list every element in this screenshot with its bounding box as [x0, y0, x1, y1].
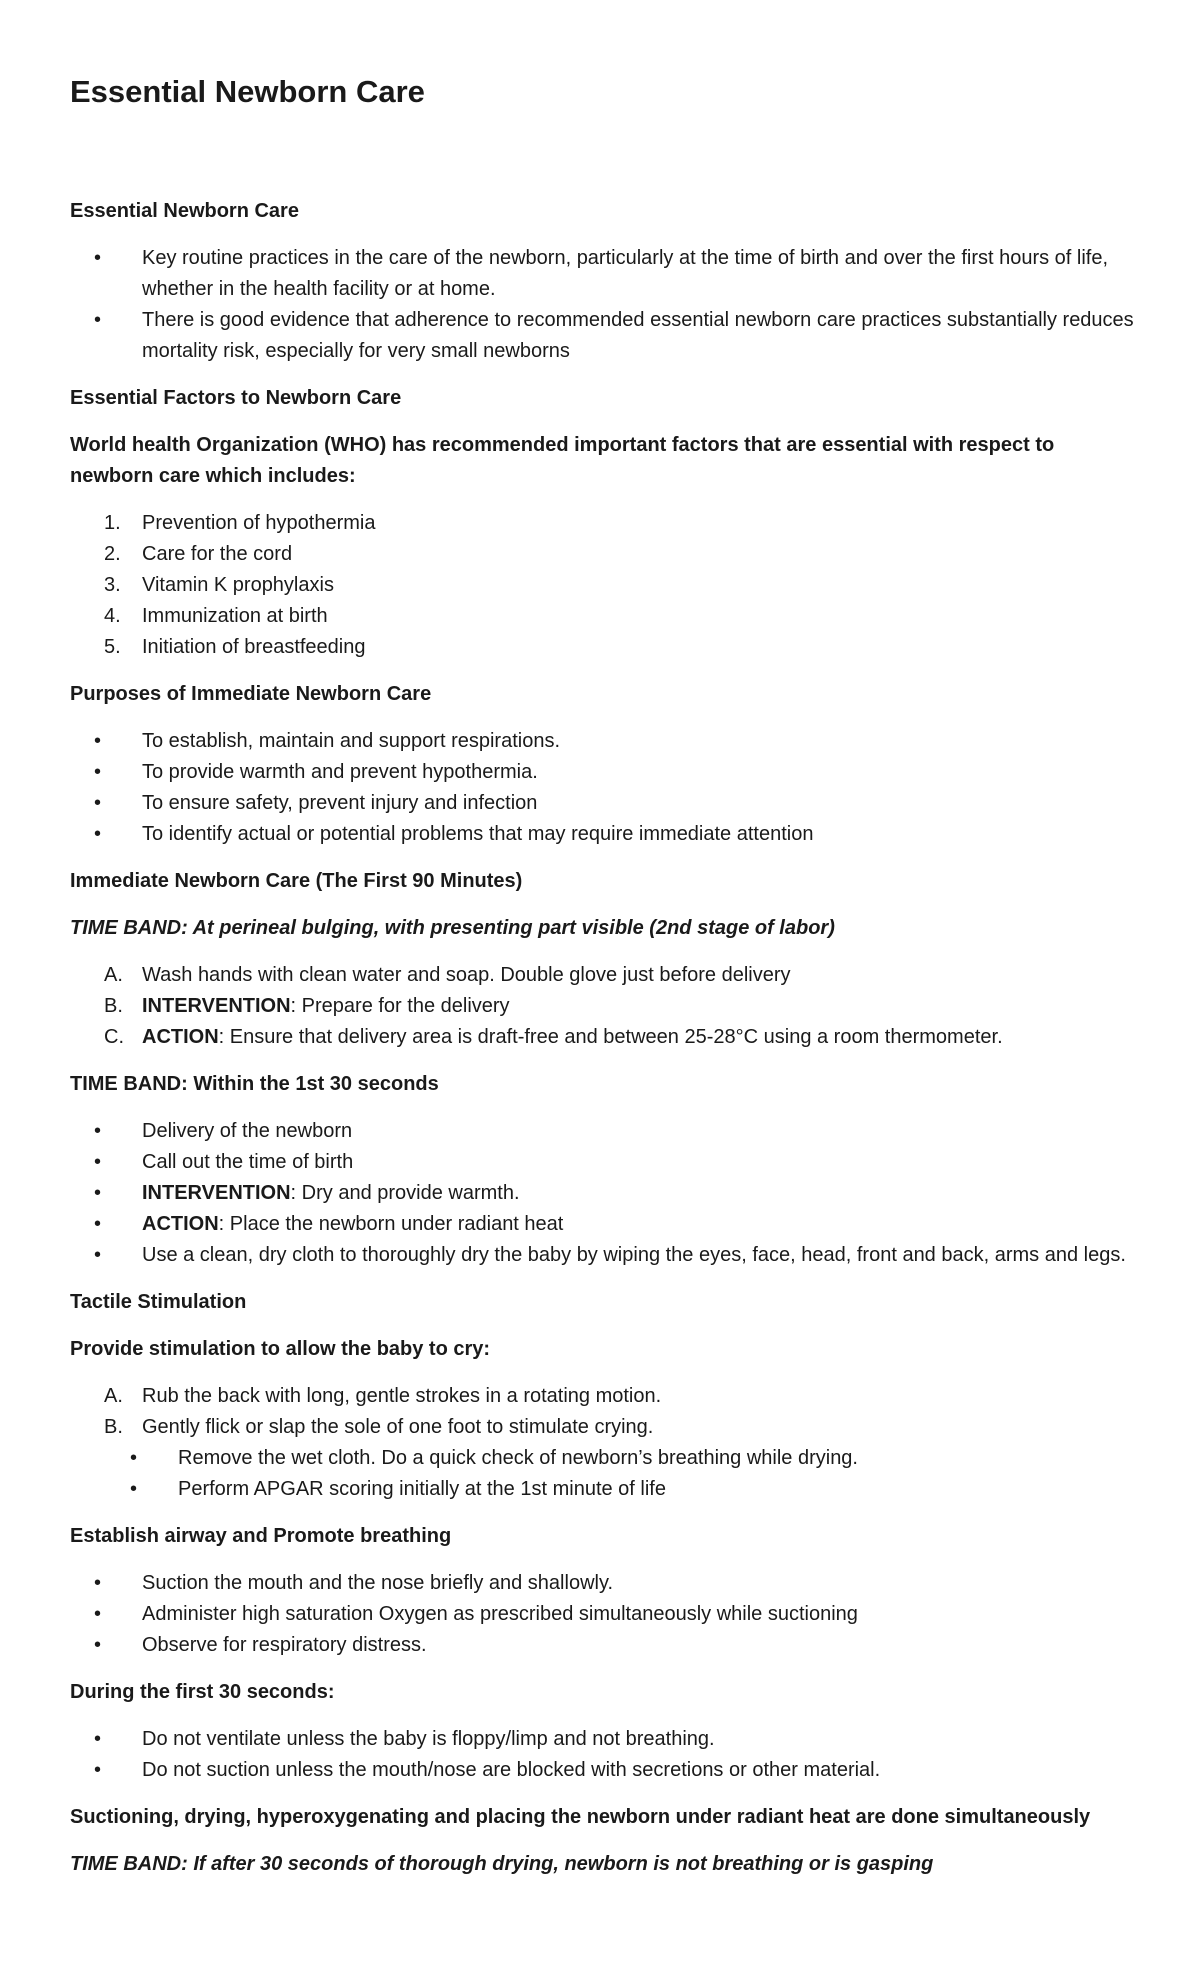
list-item: • To establish, maintain and support respirations. [70, 726, 1140, 757]
list-item [70, 1240, 1140, 1271]
list-item [70, 508, 1140, 539]
list-item [70, 1178, 1140, 1209]
section-intro: World health Organization (WHO) has recommended important factors that are essential with respect to newborn care which includes: [70, 434, 1055, 487]
list-marker: A. [104, 1385, 123, 1407]
list-item-text: Immunization at birth [142, 605, 328, 627]
list-item: • Remove the wet cloth. Do a quick check of newborn’s breathing while drying. [70, 1443, 1140, 1474]
list-item: • There is good evidence that adherence to recommended essential newborn care practices substantially reduces mortality risk, especially for very small newborns [70, 305, 1140, 367]
list-item: • To identify actual or potential problems that may require immediate attention [70, 819, 1140, 850]
section-heading: TIME BAND: Within the 1st 30 seconds [70, 1073, 439, 1095]
list-item [70, 991, 1140, 1022]
bullet-list [70, 1568, 1140, 1661]
list-item-text: : Place the newborn under radiant heat [218, 1213, 564, 1235]
lettered-list [70, 960, 1140, 1053]
simultaneous-note: Suctioning, drying, hyperoxygenating and placing the newborn under radiant heat are done simultaneously [70, 1806, 1091, 1828]
list-item-text: Delivery of the newborn [142, 1120, 353, 1142]
list-item-text: Gently flick or slap the sole of one foot to stimulate crying. [142, 1416, 654, 1438]
lettered-list [70, 1381, 1140, 1505]
bullet-list [70, 726, 1140, 850]
list-marker: B. [104, 1416, 123, 1438]
list-item: • Key routine practices in the care of the newborn, particularly at the time of birth and over the first hours of life, whether in the health facility or at home. [70, 243, 1140, 305]
list-item-text: : Dry and provide warmth. [290, 1182, 520, 1204]
list-item: • To ensure safety, prevent injury and infection [70, 788, 1140, 819]
sub-bullet-list [70, 1443, 1140, 1505]
item-label: INTERVENTION [142, 995, 291, 1017]
list-item-text: Prevention of hypothermia [142, 512, 376, 534]
list-item [70, 570, 1140, 601]
section-heading: Purposes of Immediate Newborn Care [70, 683, 432, 705]
list-item: • Do not suction unless the mouth/nose are blocked with secretions or other material. [70, 1755, 1140, 1786]
bullet-list [70, 1116, 1140, 1271]
list-item: • Perform APGAR scoring initially at the 1st minute of life [70, 1474, 1140, 1505]
list-item [70, 1412, 1140, 1505]
section-heading: During the first 30 seconds: [70, 1681, 335, 1703]
list-item-text: Vitamin K prophylaxis [142, 574, 334, 596]
list-item-text: Wash hands with clean water and soap. Double glove just before delivery [142, 964, 791, 986]
list-item-text: : Ensure that delivery area is draft-free and between 25-28°C using a room thermometer. [218, 1026, 1003, 1048]
list-item [70, 539, 1140, 570]
list-item: • Suction the mouth and the nose briefly and shallowly. [70, 1568, 1140, 1599]
section-heading: Establish airway and Promote breathing [70, 1525, 452, 1547]
bullet-list [70, 1724, 1140, 1786]
list-item: • Administer high saturation Oxygen as prescribed simultaneously while suctioning [70, 1599, 1140, 1630]
list-item [70, 1381, 1140, 1412]
list-item [70, 960, 1140, 991]
list-marker: 3. [104, 574, 121, 596]
section-heading: Tactile Stimulation [70, 1291, 247, 1313]
list-item [70, 1209, 1140, 1240]
list-item-text: Rub the back with long, gentle strokes in a rotating motion. [142, 1385, 662, 1407]
item-label: ACTION [142, 1026, 219, 1048]
section-heading: Essential Factors to Newborn Care [70, 387, 402, 409]
list-marker: 2. [104, 543, 121, 565]
time-band: TIME BAND: At perineal bulging, with presenting part visible (2nd stage of labor) [70, 917, 835, 939]
list-item [70, 632, 1140, 663]
list-item: • Do not ventilate unless the baby is floppy/limp and not breathing. [70, 1724, 1140, 1755]
list-item: • Observe for respiratory distress. [70, 1630, 1140, 1661]
section-intro: Provide stimulation to allow the baby to cry: [70, 1338, 491, 1360]
document-body [70, 196, 1140, 1896]
list-item-text: Use a clean, dry cloth to thoroughly dry the baby by wiping the eyes, face, head, front and back, arms and legs. [142, 1244, 1126, 1266]
list-marker: 4. [104, 605, 121, 627]
list-item: • To provide warmth and prevent hypothermia. [70, 757, 1140, 788]
list-item-text: : Prepare for the delivery [290, 995, 510, 1017]
list-marker: 1. [104, 512, 121, 534]
section-heading: Immediate Newborn Care (The First 90 Minutes) [70, 870, 523, 892]
document-title: Essential Newborn Care [70, 74, 425, 109]
time-band: TIME BAND: If after 30 seconds of thorough drying, newborn is not breathing or is gasping [70, 1853, 934, 1875]
list-item [70, 601, 1140, 632]
list-marker: B. [104, 995, 123, 1017]
list-marker: A. [104, 964, 123, 986]
list-item [70, 1147, 1140, 1178]
list-item-text: Initiation of breastfeeding [142, 636, 366, 658]
list-item [70, 1022, 1140, 1053]
list-marker: 5. [104, 636, 121, 658]
list-item [70, 1116, 1140, 1147]
item-label: ACTION [142, 1213, 219, 1235]
list-item-text: Call out the time of birth [142, 1151, 354, 1173]
section-heading: Essential Newborn Care [70, 200, 299, 222]
bullet-list [70, 243, 1140, 367]
list-marker: C. [104, 1026, 124, 1048]
numbered-list [70, 508, 1140, 663]
list-item-text: Care for the cord [142, 543, 293, 565]
item-label: INTERVENTION [142, 1182, 291, 1204]
